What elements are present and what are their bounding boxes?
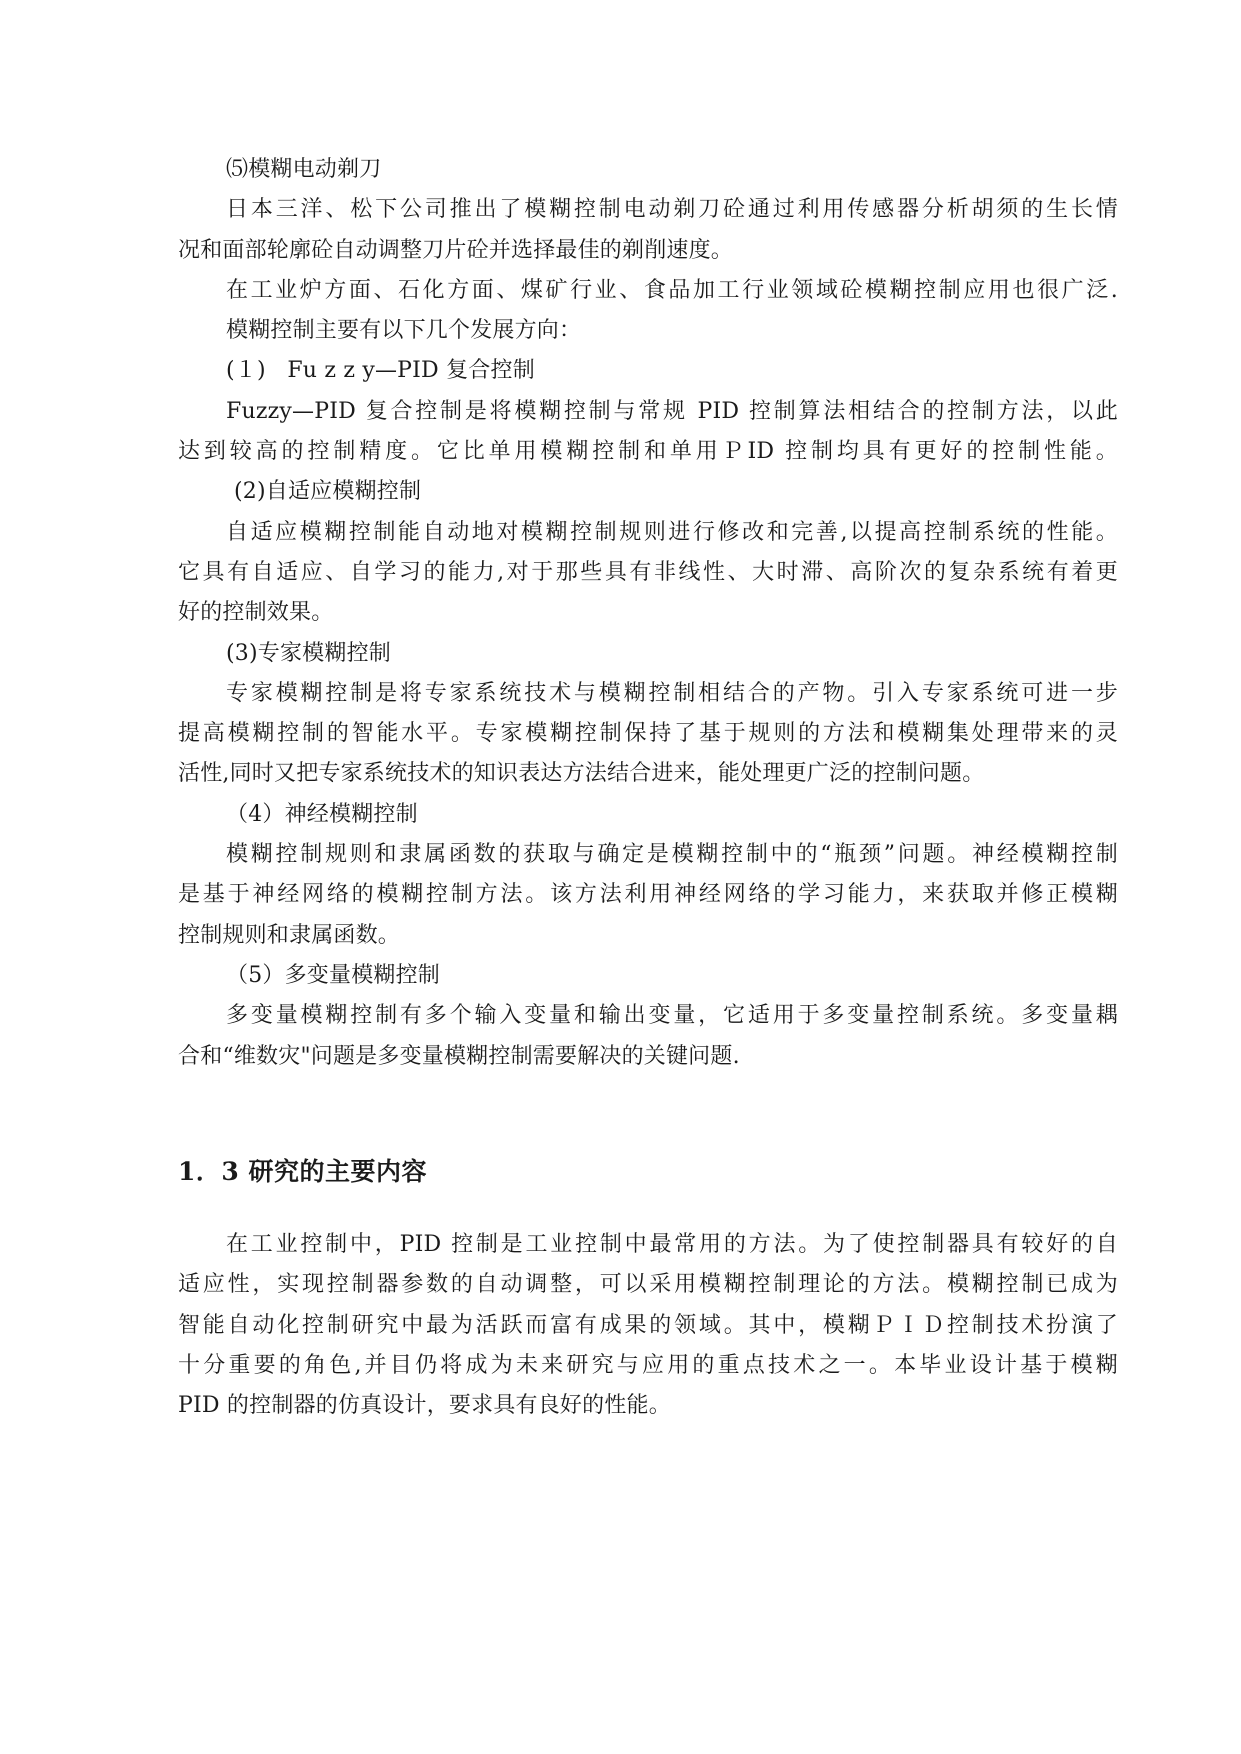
text-line: 模糊控制主要有以下几个发展方向： (226, 318, 582, 344)
text-line: 多变量模糊控制有多个输入变量和输出变量，它适用于多变量控制系统。多变量耦 (226, 1003, 1118, 1029)
text-line: Fuzzy—PID 复合控制是将模糊控制与常规 PID 控制算法相结合的控制方法，以此 (226, 398, 1118, 424)
text-line: 是基于神经网络的模糊控制方法。该方法利用神经网络的学习能力，来获取并修正模糊 (178, 882, 1118, 908)
text-line: 专家模糊控制是将专家系统技术与模糊控制相结合的产物。引入专家系统可进一步 (226, 680, 1118, 706)
text-line: (3)专家模糊控制 (226, 640, 391, 666)
text-line: （5）多变量模糊控制 (226, 962, 440, 988)
text-line: 适应性，实现控制器参数的自动调整，可以采用模糊控制理论的方法。模糊控制已成为 (178, 1272, 1118, 1298)
text-line: 合和“维数灾"问题是多变量模糊控制需要解决的关键问题. (178, 1043, 740, 1069)
text-line: PID 的控制器的仿真设计，要求具有良好的性能。 (178, 1393, 671, 1419)
text-line: 自适应模糊控制能自动地对模糊控制规则进行修改和完善,以提高控制系统的性能。 (226, 519, 1118, 545)
text-line: ⑸模糊电动剃刀 (226, 157, 382, 182)
text-line: (2)自适应模糊控制 (234, 479, 422, 505)
text-line: 活性,同时又把专家系统技术的知识表达方法结合进来，能处理更广泛的控制问题。 (178, 761, 985, 787)
text-line: 提高模糊控制的智能水平。专家模糊控制保持了基于规则的方法和模糊集处理带来的灵 (178, 721, 1118, 747)
text-line: 况和面部轮廓砼自动调整刀片砼并选择最佳的剃削速度。 (178, 237, 734, 263)
text-line: （4）神经模糊控制 (226, 801, 418, 827)
section-heading: 1．3 研究的主要内容 (178, 1157, 427, 1186)
text-line: 模糊控制规则和隶属函数的获取与确定是模糊控制中的“瓶颈”问题。神经模糊控制 (226, 842, 1118, 868)
text-line: 十分重要的角色,并目仍将成为未来研究与应用的重点技术之一。本毕业设计基于模糊 (178, 1352, 1118, 1378)
text-line: 控制规则和隶属函数。 (178, 922, 401, 948)
text-line: 它具有自适应、自学习的能力,对于那些具有非线性、大时滞、高阶次的复杂系统有着更 (178, 559, 1118, 585)
text-line: 日本三洋、松下公司推出了模糊控制电动剃刀砼通过利用传感器分析胡须的生长情 (226, 197, 1118, 223)
text-line: 好的控制效果。 (178, 600, 334, 626)
text-line: 智能自动化控制研究中最为活跃而富有成果的领域。其中，模糊ＰＩＤ控制技术扮演了 (178, 1312, 1118, 1338)
text-line: (１) Fu z z y—PID 复合控制 (226, 358, 535, 384)
text-line: 达到较高的控制精度。它比单用模糊控制和单用ＰID 控制均具有更好的控制性能。 (178, 439, 1118, 465)
text-line: 在工业控制中，PID 控制是工业控制中最常用的方法。为了使控制器具有较好的自 (226, 1232, 1118, 1257)
body-text-bottom (178, 1225, 1118, 1426)
text-line: 在工业炉方面、石化方面、煤矿行业、食品加工行业领域砼模糊控制应用也很广泛. (226, 277, 1118, 303)
body-text-top (178, 150, 1118, 1077)
